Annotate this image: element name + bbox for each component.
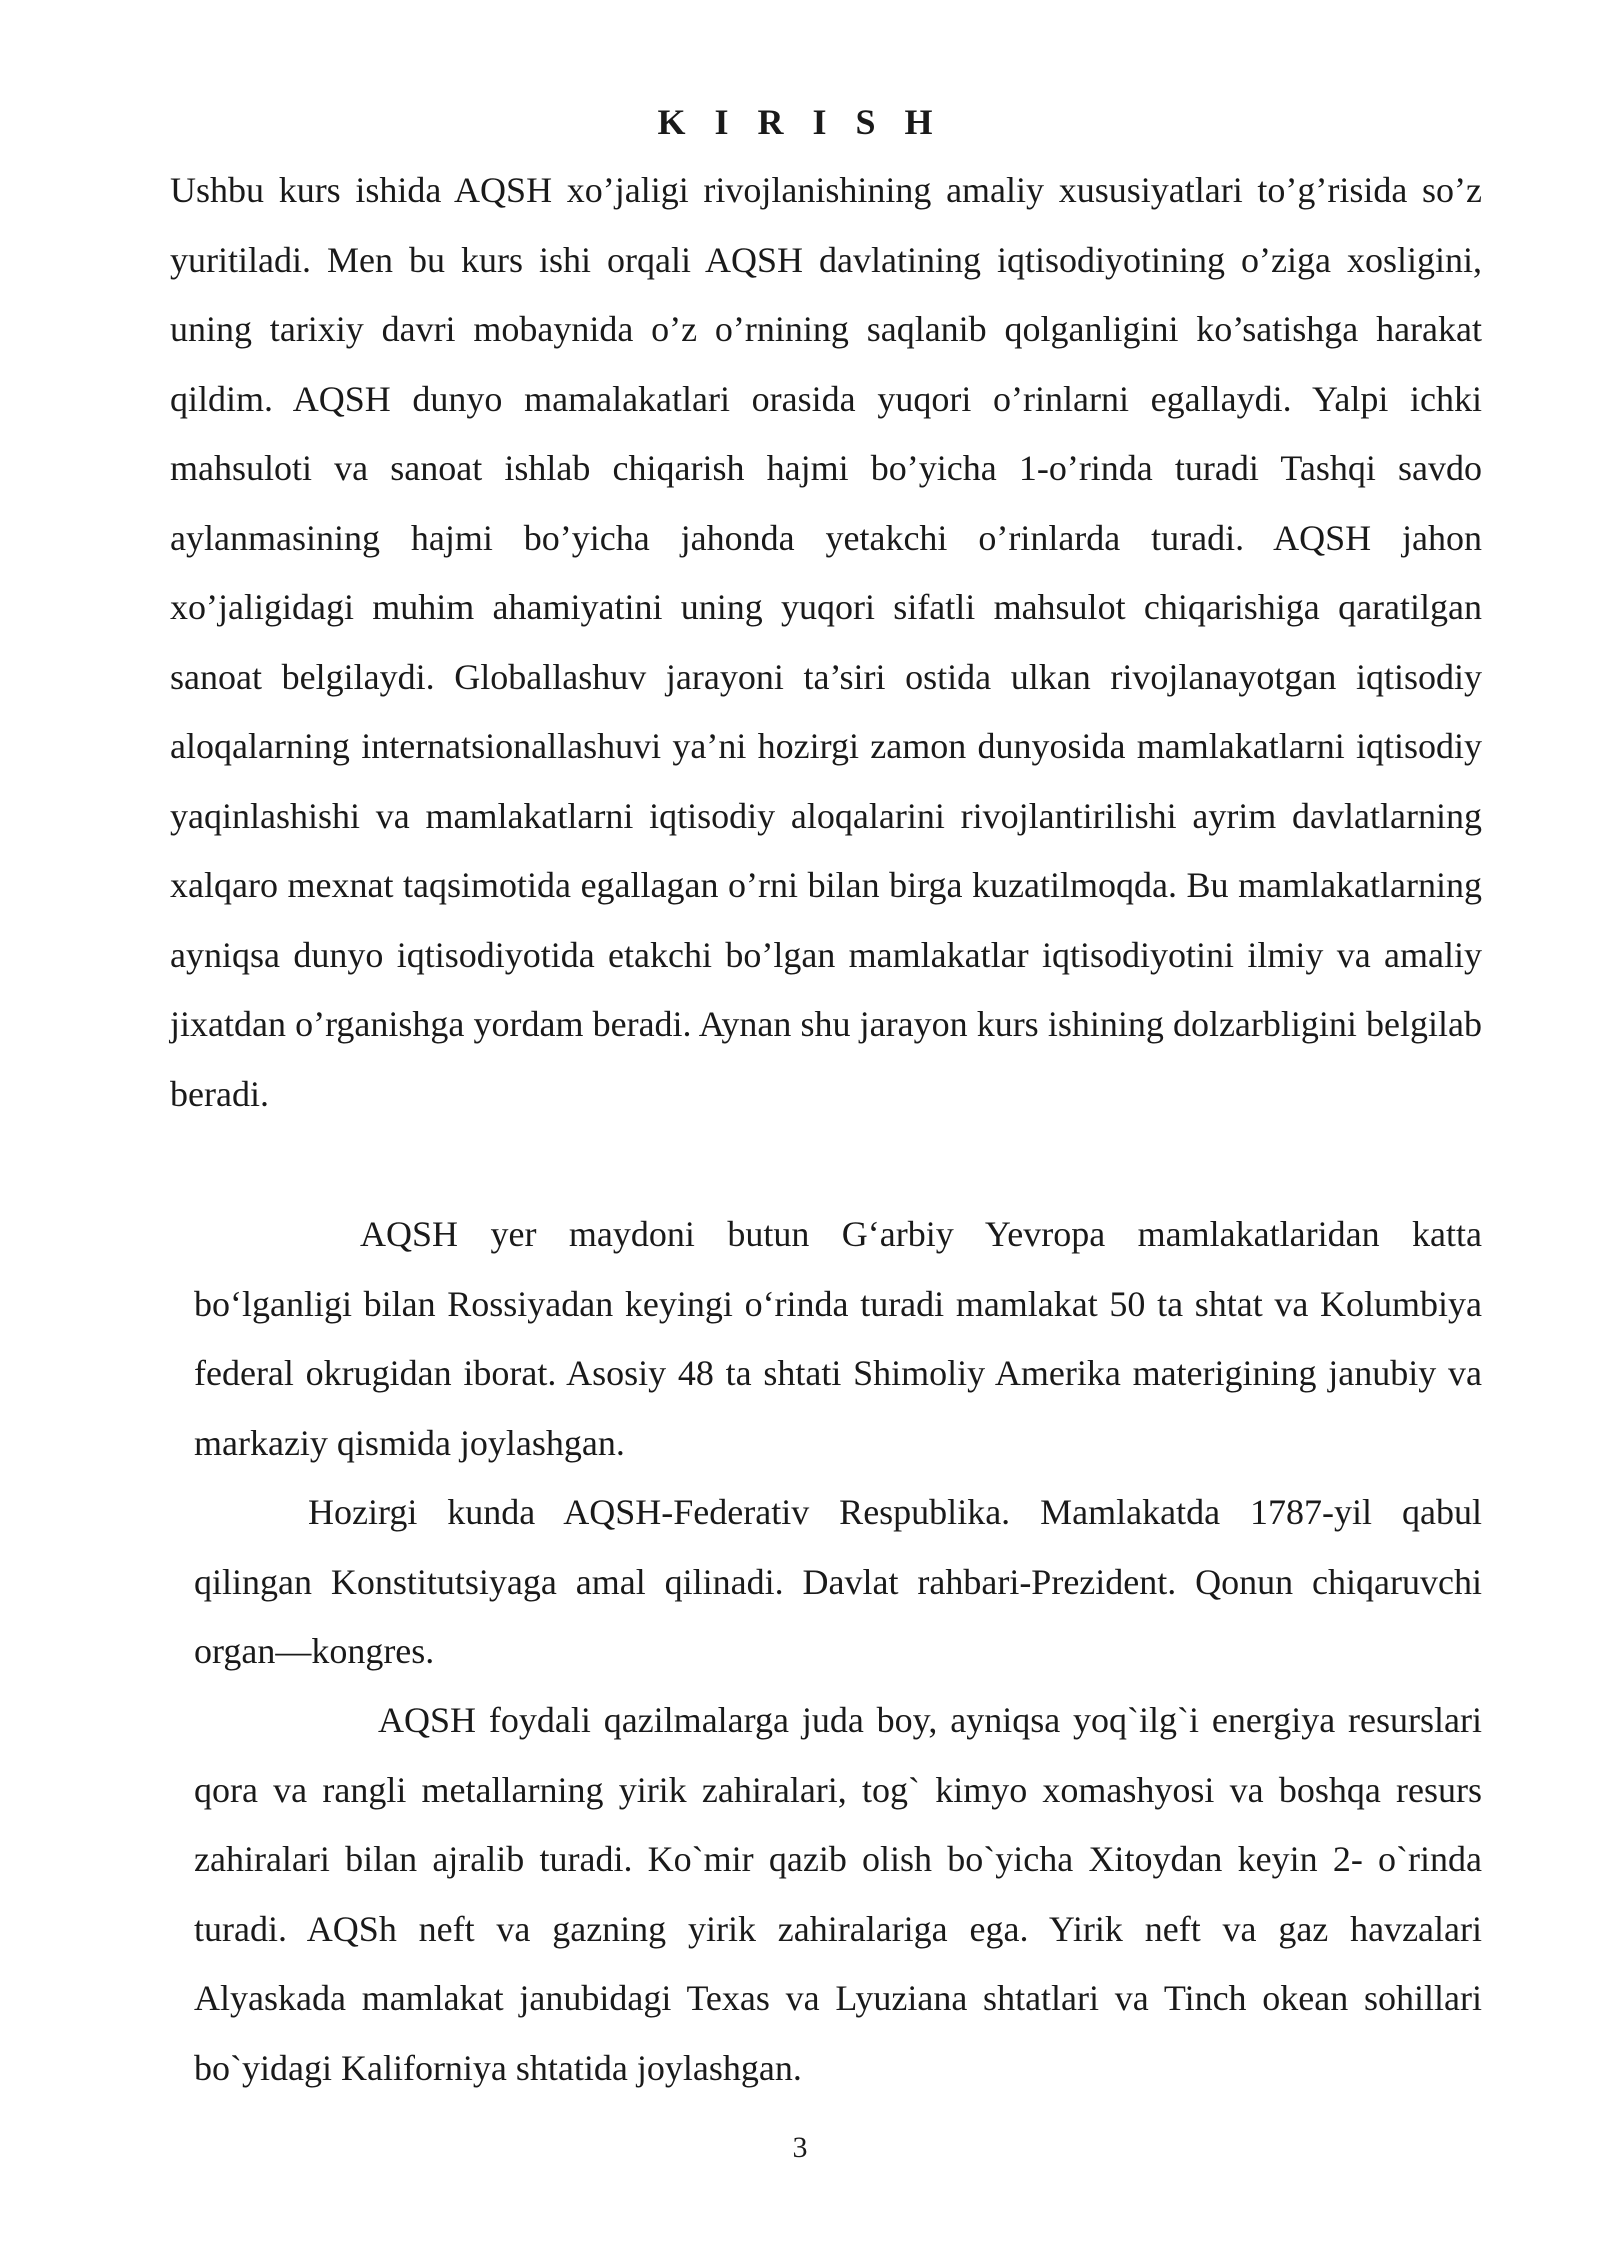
page-number: 3	[792, 2131, 808, 2164]
paragraph-government: Hozirgi kunda AQSH-Federativ Respublika. Mamlakatda 1787-yil qabul qilingan Konstitutsiyaga amal qilinadi. Davlat rahbari-Prezident. Qonun chiqaruvchi organ—kongres.	[194, 1492, 1482, 1671]
paragraph-resources: AQSH foydali qazilmalarga juda boy, ayniqsa yoq`ilg`i energiya resurslari qora va rangli metallarning yirik zahiralari, tog` kimyo xomashyosi va boshqa resurs zahiralari bilan ajralib turadi. Ko`mir qazib olish bo`yicha Xitoydan keyin 2- o`rinda turadi. AQSh neft va gazning yirik zahiralariga ega. Yirik neft va gaz havzalari Alyaskada mamlakat janubidagi Texas va Lyuziana shtatlari va Tinch okean sohillari bo`yidagi Kaliforniya shtatida joylashgan.	[194, 1700, 1482, 2088]
paragraph-intro: Ushbu kurs ishida AQSH xo’jaligi rivojlanishining amaliy xususiyatlari to’g’risida so’z yuritiladi. Men bu kurs ishi orqali AQSH davlatining iqtisodiyotining o’ziga xosligini, uning tarixiy davri mobaynida o’z o’rnining saqlanib qolganligini ko’satishga harakat qildim. AQSH dunyo mamalakatlari orasida yuqori o’rinlarni egallaydi. Yalpi ichki mahsuloti va sanoat ishlab chiqarish hajmi bo’yicha 1-o’rinda turadi Tashqi savdo aylanmasining hajmi bo’yicha jahonda yetakchi o’rinlarda turadi. AQSH jahon xo’jaligidagi muhim ahamiyatini uning yuqori sifatli mahsulot chiqarishiga qaratilgan sanoat belgilaydi. Globallashuv jarayoni ta’siri ostida ulkan rivojlanayotgan iqtisodiy aloqalarning internatsionallashuvi ya’ni hozirgi zamon dunyosida mamlakatlarni iqtisodiy yaqinlashishi va mamlakatlarni iqtisodiy aloqalarini rivojlantirilishi ayrim davlatlarning xalqaro mexnat taqsimotida egallagan o’rni bilan birga kuzatilmoqda. Bu mamlakatlarning ayniqsa dunyo iqtisodiyotida etakchi bo’lgan mamlakatlar iqtisodiyotini ilmiy va amaliy jixatdan o’rganishga yordam beradi. Aynan shu jarayon kurs ishining dolzarbligini belgilab beradi.	[170, 170, 1482, 1114]
page-title: K I R I S H	[657, 102, 943, 142]
paragraph-territory: AQSH yer maydoni butun G‘arbiy Yevropa mamlakatlaridan katta bo‘lganligi bilan Rossiyadan keyingi o‘rinda turadi mamlakat 50 ta shtat va Kolumbiya federal okrugidan iborat. Asosiy 48 ta shtati Shimoliy Amerika materigining janubiy va markaziy qismida joylashgan.	[194, 1214, 1482, 1463]
